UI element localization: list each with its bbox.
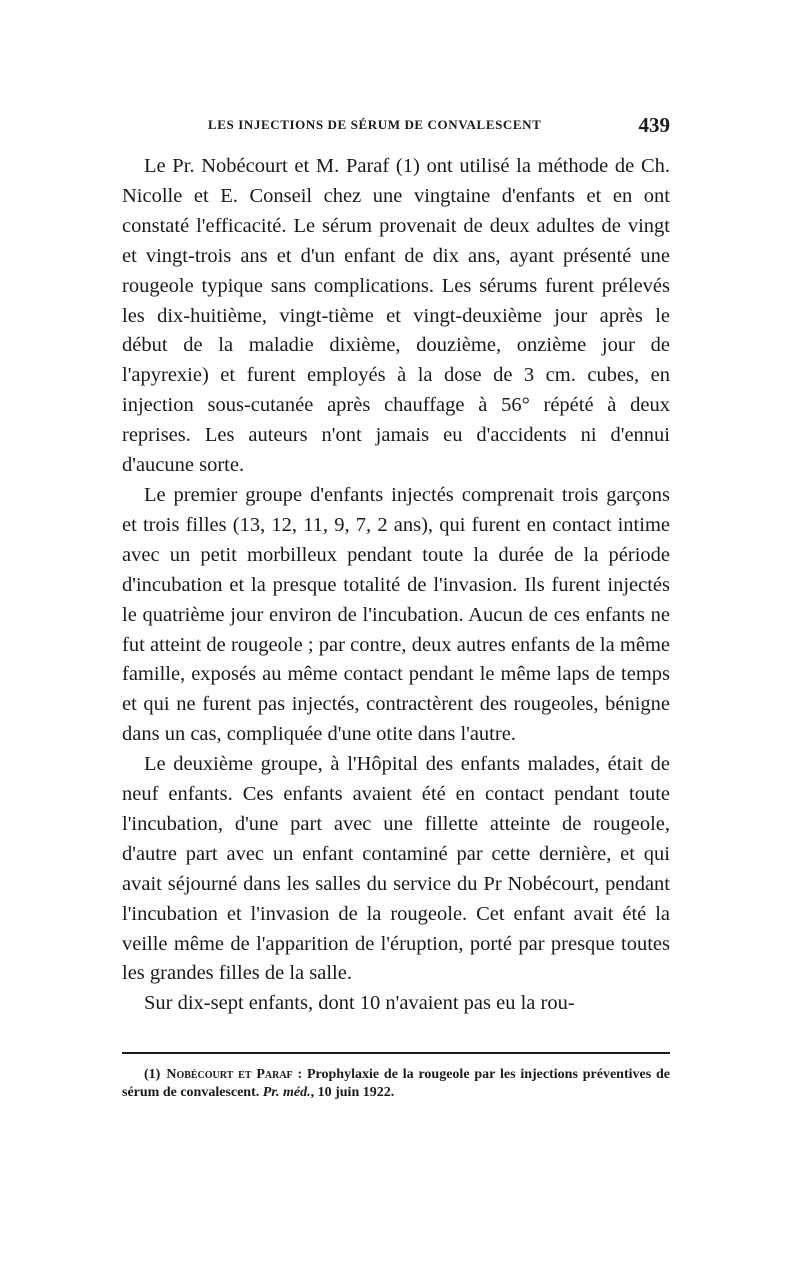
paragraph-2: Le premier groupe d'enfants injectés comprenait trois garçons et trois filles (13, 12, 11, 9, 7, 2 ans), qui furent en contact intime avec un petit morbilleux pendant toute la durée de la période d'incubation et la presque totalité de l'invasion. Ils furent injectés le quatrième jour environ de l'incubation. Aucun de ces enfants ne fut atteint de rougeole ; par contre, deux autres enfants de la même famille, exposés au même contact pendant le même laps de temps et qui ne furent pas injectés, contractèrent des rougeoles, bénigne dans un cas, compliquée d'une otite dans l'autre.	[122, 483, 670, 746]
footnote-date: , 10 juin 1922.	[310, 1085, 395, 1100]
running-title: LES INJECTIONS DE SÉRUM DE CONVALESCENT	[208, 117, 542, 132]
footnote-title: Prophylaxie de la rougeole par les injections préventives de sérum de convalescent.	[122, 1067, 670, 1100]
page-header	[122, 113, 670, 139]
footnote-number: (1)	[144, 1067, 161, 1082]
paragraph-4: Sur dix-sept enfants, dont 10 n'avaient pas eu la rou-	[144, 992, 575, 1015]
footnote-separator: :	[292, 1067, 307, 1082]
footnote-journal: Pr. méd.	[262, 1085, 311, 1100]
paragraph-3: Le deuxième groupe, à l'Hôpital des enfants malades, était de neuf enfants. Ces enfants avaient été en contact pendant toute l'incubation, d'une part avec une fillette atteinte de rougeole, d'autre part avec un enfant contaminé par cette dernière, et qui avait séjourné dans les salles du service du Pr Nobécourt, pendant l'incubation et l'invasion de la rougeole. Cet enfant avait été la veille même de l'apparition de l'éruption, porté par presque toutes les grandes filles de la salle.	[122, 753, 670, 985]
page-number: 439	[638, 113, 670, 137]
footnote-divider	[122, 1052, 670, 1054]
paragraph-1: Le Pr. Nobécourt et M. Paraf (1) ont utilisé la méthode de Ch. Nicolle et E. Conseil chez une vingtaine d'enfants et en ont constaté l'efficacité. Le sérum provenait de deux adultes de vingt et vingt-trois ans et d'un enfant de dix ans, ayant présenté une rougeole typique sans complications. Les sérums furent prélevés les dix-huitième, vingt-tième et vingt-deuxième jour après le début de la maladie dixième, douzième, onzième jour de l'apyrexie) et furent employés à la dose de 3 cm. cubes, en injection sous-cutanée après chauffage à 56° répété à deux reprises. Les auteurs n'ont jamais eu d'accidents ni d'ennui d'aucune sorte.	[122, 155, 670, 477]
body-text	[122, 152, 670, 1019]
footnote	[122, 1066, 670, 1102]
footnote-authors: Nobécourt et Paraf	[166, 1067, 293, 1082]
